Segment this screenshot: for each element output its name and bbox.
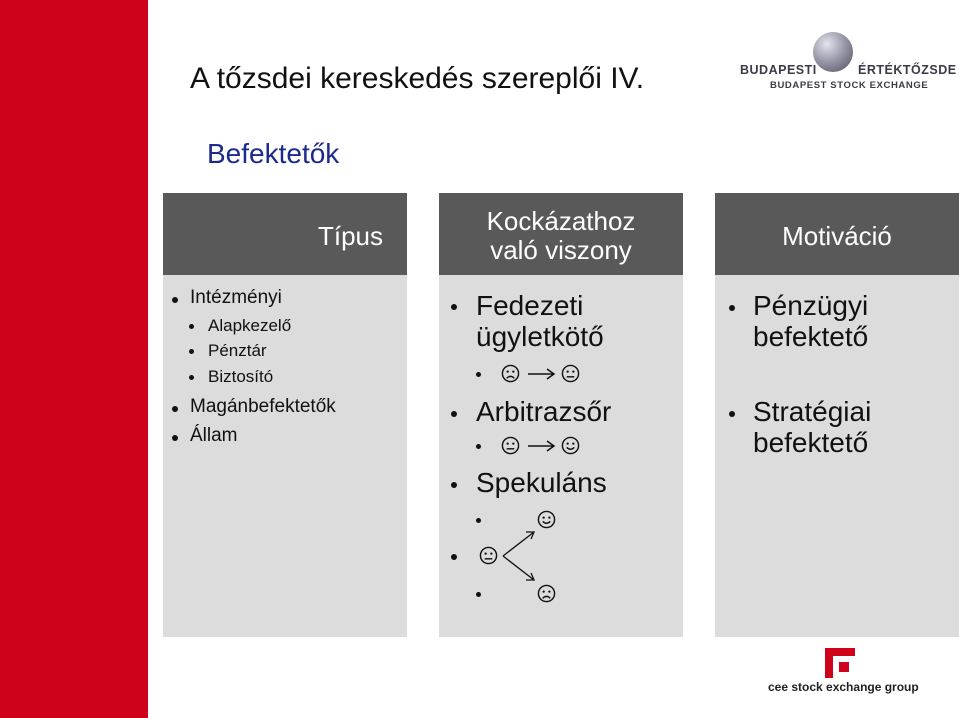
slide-title: A tőzsdei kereskedés szereplői IV.	[190, 62, 645, 95]
column-kockazat	[439, 193, 683, 637]
bullet-icon	[451, 482, 457, 488]
bullet-icon	[172, 406, 178, 412]
column-header-line1: Kockázathoz	[486, 206, 636, 236]
neutral-face-icon	[501, 436, 520, 455]
bullet-icon	[451, 304, 457, 310]
red-side-bar	[0, 0, 148, 718]
bullet-icon	[476, 518, 481, 523]
bse-sphere-icon	[813, 32, 853, 72]
list-item: befektető	[753, 321, 869, 352]
list-item: Arbitrazsőr	[476, 396, 612, 427]
neutral-face-icon	[561, 364, 580, 383]
list-item: Intézményi	[190, 287, 282, 308]
list-item: Biztosító	[208, 367, 274, 386]
neutral-face-icon	[479, 546, 498, 565]
bullet-icon	[476, 372, 481, 377]
bullet-icon	[476, 444, 481, 449]
list-item: Alapkezelő	[208, 316, 292, 335]
list-item: ügyletkötő	[476, 321, 604, 352]
bullet-icon	[172, 435, 178, 441]
list-item: befektető	[753, 427, 869, 458]
bullet-icon	[189, 375, 194, 380]
list-item: Magánbefektetők	[190, 396, 336, 417]
bse-logo-name-right: ÉRTÉKTŐZSDE	[858, 63, 957, 77]
column-header-label: Motiváció	[782, 220, 892, 251]
happy-face-icon	[561, 436, 580, 455]
list-item: Spekuláns	[476, 467, 607, 498]
column-tipus	[163, 193, 407, 637]
column-header	[715, 193, 959, 275]
branch-arrows-icon	[501, 528, 537, 584]
list-item: Állam	[190, 425, 238, 446]
bse-logo-name-en: BUDAPEST STOCK EXCHANGE	[770, 80, 929, 91]
list-item: Pénztár	[208, 341, 267, 360]
bse-logo-name-left: BUDAPESTI	[740, 63, 817, 77]
bullet-icon	[451, 411, 457, 417]
bullet-icon	[729, 411, 735, 417]
column-header	[163, 193, 407, 275]
column-motivacio	[715, 193, 959, 637]
bullet-icon	[451, 554, 457, 560]
bullet-icon	[476, 592, 481, 597]
bullet-icon	[729, 305, 735, 311]
arrow-right-icon	[527, 439, 557, 453]
bullet-icon	[172, 297, 178, 303]
list-item: Fedezeti	[476, 290, 584, 321]
cee-logo-text: cee stock exchange group	[768, 680, 919, 694]
arrow-right-icon	[527, 367, 557, 381]
column-header-line2: való viszony	[490, 235, 632, 265]
list-item: Stratégiai	[753, 396, 872, 427]
cee-mark-icon	[825, 648, 855, 678]
slide-subtitle: Befektetők	[207, 138, 340, 169]
bullet-icon	[189, 324, 194, 329]
column-header-label: Típus	[317, 220, 383, 251]
sad-face-icon	[501, 364, 520, 383]
happy-face-icon	[537, 510, 556, 529]
list-item: Pénzügyi	[753, 290, 869, 321]
bullet-icon	[189, 349, 194, 354]
sad-face-icon	[537, 584, 556, 603]
column-header	[439, 193, 683, 275]
